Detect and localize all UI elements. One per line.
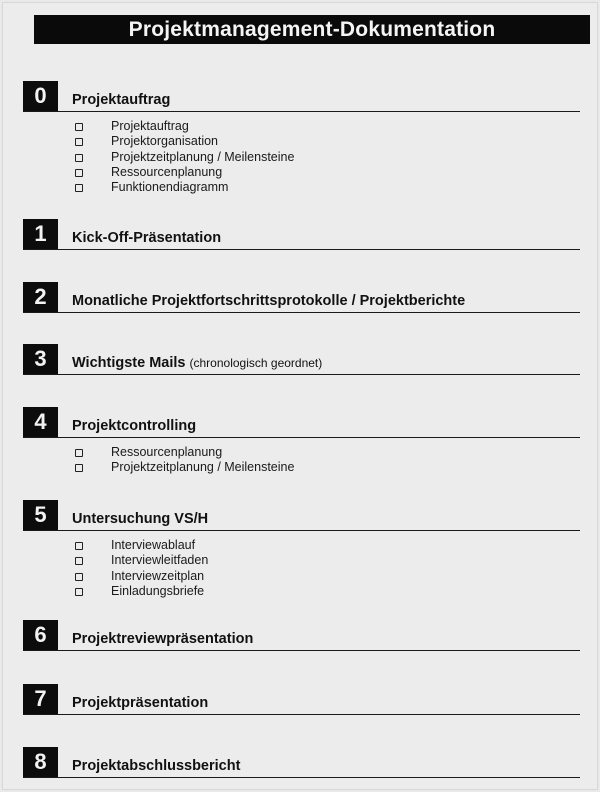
list-item: Interviewzeitplan xyxy=(23,569,580,584)
section-1 xyxy=(23,219,580,250)
checkbox-bullet-icon xyxy=(75,542,83,550)
section-number-box: 4 xyxy=(23,407,58,437)
section-8 xyxy=(23,747,580,778)
list-item: Projektorganisation xyxy=(23,134,580,149)
section-title: Monatliche Projektfortschrittsprotokolle / Projektberichte xyxy=(72,293,466,309)
checkbox-bullet-icon xyxy=(75,573,83,581)
section-number-box: 3 xyxy=(23,344,58,374)
section-number-box: 2 xyxy=(23,282,58,312)
section-header xyxy=(23,282,580,313)
section-title: Kick-Off-Präsentation xyxy=(72,230,222,246)
section-title: Projektreviewpräsentation xyxy=(72,631,254,647)
section-header xyxy=(23,620,580,651)
checkbox-bullet-icon xyxy=(75,184,83,192)
section-0 xyxy=(23,81,580,195)
section-6 xyxy=(23,620,580,651)
section-header xyxy=(23,747,580,778)
checkbox-bullet-icon xyxy=(75,154,83,162)
document-page xyxy=(2,2,598,790)
list-item: Ressourcenplanung xyxy=(23,165,580,180)
section-number-box: 7 xyxy=(23,684,58,714)
section-title: Projektabschlussbericht xyxy=(72,758,241,774)
list-item: Projektauftrag xyxy=(23,119,580,134)
section-title: Projektauftrag xyxy=(72,92,171,108)
section-4 xyxy=(23,407,580,476)
list-item: Funktionendiagramm xyxy=(23,180,580,195)
section-number-box: 8 xyxy=(23,747,58,777)
checkbox-bullet-icon xyxy=(75,123,83,131)
section-number-box: 5 xyxy=(23,500,58,530)
section-2 xyxy=(23,282,580,313)
section-title: Projektpräsentation xyxy=(72,695,209,711)
list-item: Projektzeitplanung / Meilensteine xyxy=(23,460,580,475)
checkbox-bullet-icon xyxy=(75,464,83,472)
section-7 xyxy=(23,684,580,715)
section-title: Projektcontrolling xyxy=(72,418,197,434)
section-header xyxy=(23,344,580,375)
list-item: Interviewleitfaden xyxy=(23,553,580,568)
checkbox-bullet-icon xyxy=(75,169,83,177)
section-header xyxy=(23,219,580,250)
section-header xyxy=(23,500,580,531)
section-header xyxy=(23,407,580,438)
section-title: Untersuchung VS/H xyxy=(72,511,209,527)
section-items xyxy=(23,538,580,599)
checkbox-bullet-icon xyxy=(75,557,83,565)
section-number-box: 6 xyxy=(23,620,58,650)
list-item: Einladungsbriefe xyxy=(23,584,580,599)
checkbox-bullet-icon xyxy=(75,588,83,596)
checkbox-bullet-icon xyxy=(75,449,83,457)
section-items xyxy=(23,119,580,195)
section-header xyxy=(23,684,580,715)
document-title: Projektmanagement-Dokumentation xyxy=(34,15,590,44)
section-number-box: 1 xyxy=(23,219,58,249)
section-header xyxy=(23,81,580,112)
section-subtitle: (chronologisch geordnet) xyxy=(189,356,323,370)
list-item: Interviewablauf xyxy=(23,538,580,553)
section-5 xyxy=(23,500,580,599)
section-number-box: 0 xyxy=(23,81,58,111)
section-items xyxy=(23,445,580,476)
section-title: Wichtigste Mails (chronologisch geordnet) xyxy=(72,355,323,371)
list-item: Ressourcenplanung xyxy=(23,445,580,460)
section-3 xyxy=(23,344,580,375)
checkbox-bullet-icon xyxy=(75,138,83,146)
list-item: Projektzeitplanung / Meilensteine xyxy=(23,150,580,165)
